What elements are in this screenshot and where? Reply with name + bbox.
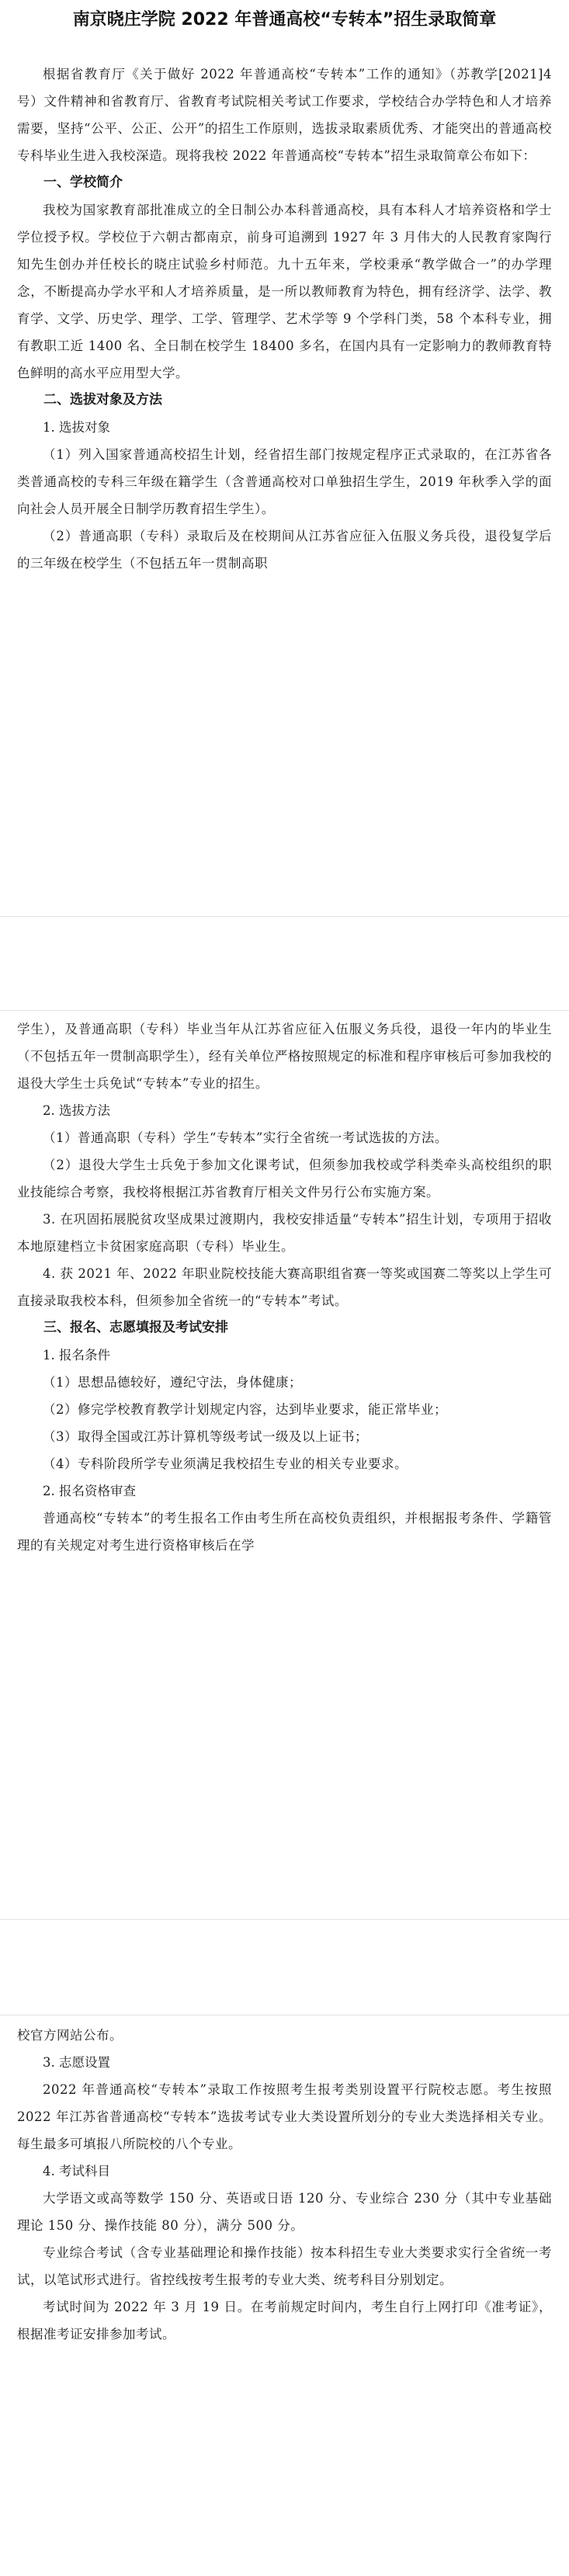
- section-heading-registration: 三、报名、志愿填报及考试安排: [43, 1320, 228, 1335]
- subheading-selection-target: 1. 选拔对象: [43, 420, 110, 435]
- requirement-4: （4）专科阶段所学专业须满足我校招生专业的相关专业要求。: [43, 1456, 408, 1471]
- review-paragraph: 普通高校“专转本”的考生报名工作由考生所在高校负责组织，并根据报考条件、学籍管理的有关规定对考生进行资格审核后在学: [17, 1511, 552, 1553]
- subheading-review: 2. 报名资格审查: [43, 1484, 136, 1498]
- section-heading-school-intro: 一、学校简介: [43, 175, 123, 190]
- method-paragraph-1: （1）普通高职（专科）学生“专转本”实行全省统一考试选拔的方法。: [43, 1130, 448, 1145]
- continued-paragraph: 校官方网站公布。: [17, 2028, 123, 2043]
- method-paragraph-4: 4. 获 2021 年、2022 年职业院校技能大赛高职组省赛一等奖或国赛二等奖以上学生可直接录取我校本科，但须参加全省统一的“专转本”考试。: [17, 1266, 552, 1308]
- page-gap: [0, 1919, 569, 2015]
- subheading-requirements: 1. 报名条件: [43, 1348, 110, 1363]
- method-paragraph-2: （2）退役大学生士兵免于参加文化课考试，但须参加我校或学科类牵头高校组织的职业技能综合考察，我校将根据江苏省教育厅相关文件另行公布实施方案。: [17, 1158, 552, 1199]
- requirement-3: （3）取得全国或江苏计算机等级考试一级及以上证书；: [43, 1429, 368, 1444]
- intro-paragraph: 根据省教育厅《关于做好 2022 年普通高校“专转本”工作的通知》（苏教学[2021]4 号）文件精神和省教育厅、省教育考试院相关考试工作要求，学校结合办学特色和人才培养需要，坚持“公平、公正、公开”的招生工作原则，选拔录取素质优秀、才能突出的普通高校专科毕业生进入我校深造。现将我校 2022 年普通高校“专转本”招生录取简章公布如下：: [17, 67, 552, 163]
- exam-time-paragraph: 考试时间为 2022 年 3 月 19 日。在考前规定时间内，考生自行上网打印《准考证》，根据准考证安排参加考试。: [17, 2300, 552, 2342]
- page-1: [0, 61, 569, 577]
- section-heading-selection: 二、选拔对象及方法: [43, 392, 162, 408]
- page-3: [0, 2022, 569, 2348]
- subheading-volunteer: 3. 志愿设置: [43, 2055, 110, 2070]
- method-paragraph-3: 3. 在巩固拓展脱贫攻坚成果过渡期内，我校安排适量“专转本”招生计划，专项用于招收本地原建档立卡贫困家庭高职（专科）毕业生。: [17, 1212, 552, 1254]
- subheading-selection-method: 2. 选拔方法: [43, 1103, 110, 1118]
- school-intro-paragraph: 我校为国家教育部批准成立的全日制公办本科普通高校，具有本科人才培养资格和学士学位授予权。学校位于六朝古都南京，前身可追溯到 1927 年 3 月伟大的人民教育家陶行知先生创办并任校长的晓庄试验乡村师范。九十五年来，学校秉承“教学做合一”的办学理念，不断提高办学水平和人才培养质量，是一所以教师教育为特色，拥有经济学、法学、教育学、文学、历史学、理学、工学、管理学、艺术学等 9 个学科门类，58 个本科专业，拥有教职工近 1400 名、全日制在校学生 18400 多名，在国内具有一定影响力的教师教育特色鲜明的高水平应用型大学。: [17, 203, 552, 380]
- page-title: 南京晓庄学院 2022 年普通高校“专转本”招生录取简章: [72, 10, 497, 30]
- requirement-1: （1）思想品德较好，遵纪守法，身体健康；: [43, 1375, 302, 1390]
- target-paragraph-1: （1）列入国家普通高校招生计划，经省招生部门按规定程序正式录取的，在江苏省各类普通高校的专科三年级在籍学生（含普通高校对口单独招生学生，2019 年秋季入学的面向社会人员开展全日制学历教育招生学生）。: [17, 447, 552, 516]
- requirement-2: （2）修完学校教育教学计划规定内容，达到毕业要求，能正常毕业；: [43, 1402, 447, 1417]
- target-paragraph-2: （2）普通高职（专科）录取后及在校期间从江苏省应征入伍服义务兵役，退役复学后的三年级在校学生（不包括五年一贯制高职: [17, 529, 552, 571]
- skills-paragraph: 专业综合考试（含专业基础理论和操作技能）按本科招生专业大类要求实行全省统一考试，以笔试形式进行。省控线按考生报考的专业大类、统考科目分别划定。: [17, 2245, 552, 2287]
- page-gap: [0, 916, 569, 1011]
- page-2: [0, 1015, 569, 1559]
- volunteer-paragraph: 2022 年普通高校“专转本”录取工作按照考生报考类别设置平行院校志愿。考生按照 2022 年江苏省普通高校“专转本”选拔考试专业大类设置所划分的专业大类选择相关专业。每生最多可填报八所院校的八个专业。: [17, 2082, 552, 2151]
- subjects-paragraph: 大学语文或高等数学 150 分、英语或日语 120 分、专业综合 230 分（其中专业基础理论 150 分、操作技能 80 分），满分 500 分。: [17, 2191, 552, 2233]
- subheading-subjects: 4. 考试科目: [43, 2164, 110, 2178]
- continued-paragraph: 学生），及普通高职（专科）毕业当年从江苏省应征入伍服义务兵役，退役一年内的毕业生（不包括五年一贯制高职学生），经有关单位严格按照规定的标准和程序审核后可参加我校的退役大学生士兵免试“专转本”专业的招生。: [17, 1022, 552, 1091]
